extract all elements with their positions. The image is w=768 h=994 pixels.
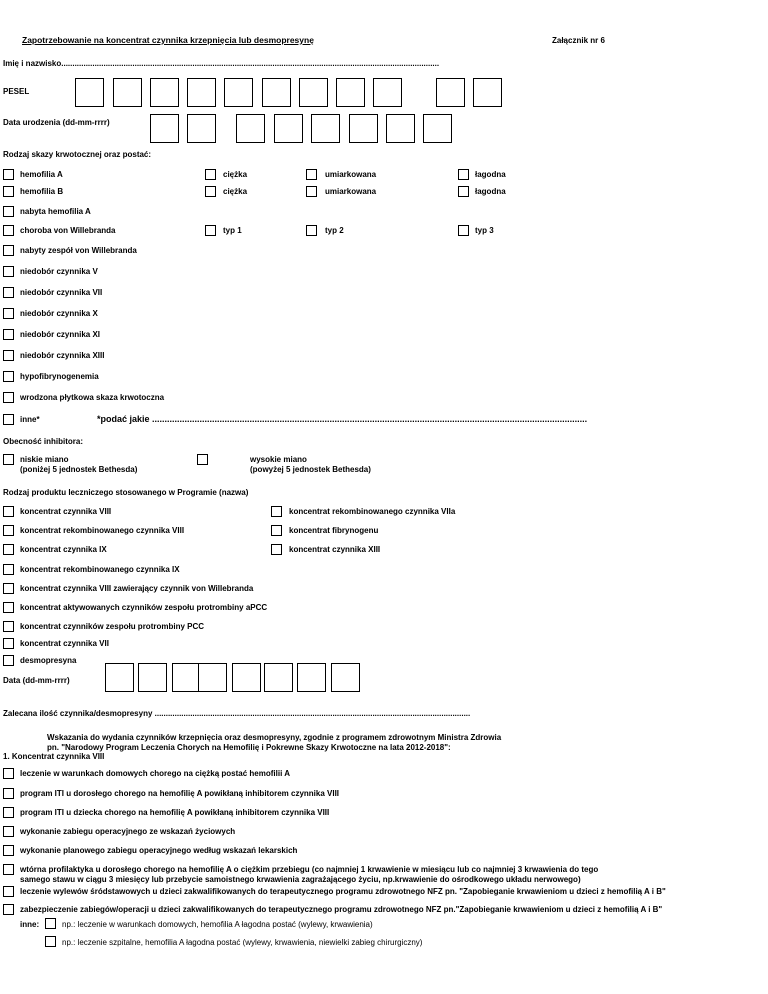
hemophilia-b-label: hemofilia B	[20, 187, 64, 196]
product-label: koncentrat czynnika VII	[20, 639, 109, 648]
hemophilia-a-mild-label: łagodna	[475, 170, 506, 179]
inhibitor-low-checkbox[interactable]	[3, 454, 14, 465]
dob-digit-box[interactable]	[423, 114, 452, 143]
indication-other-option: np.: leczenie szpitalne, hemofilia A łagodna postać (wylewy, krwawienia, niewielki zabieg chirurgiczny)	[62, 938, 423, 947]
product-checkbox[interactable]	[3, 525, 14, 536]
pesel-digit-box[interactable]	[299, 78, 328, 107]
product-label: desmopresyna	[20, 656, 77, 665]
indication-checkbox[interactable]	[3, 864, 14, 875]
product-checkbox[interactable]	[271, 544, 282, 555]
product-label: koncentrat czynnika IX	[20, 545, 107, 554]
inhibitor-heading: Obecność inhibitora:	[3, 437, 84, 446]
hemophilia-a-moderate-label: umiarkowana	[325, 170, 377, 179]
product-label: koncentrat czynnika VIII zawierający czynnik von Willebranda	[20, 584, 254, 593]
product-checkbox[interactable]	[3, 564, 14, 575]
vwd-type3-checkbox[interactable]	[458, 225, 469, 236]
hemophilia-b-mild-label: łagodna	[475, 187, 506, 196]
dose-field-label: Zalecana ilość czynnika/desmopresyny ..............................................................................................................................................	[3, 709, 471, 718]
disorder-checkbox[interactable]	[3, 287, 14, 298]
date-digit-box[interactable]	[232, 663, 261, 692]
disorder-checkbox[interactable]	[3, 329, 14, 340]
pesel-digit-box[interactable]	[436, 78, 465, 107]
disorder-checkbox[interactable]	[3, 245, 14, 256]
dob-digit-box[interactable]	[349, 114, 378, 143]
disorder-label: niedobór czynnika X	[20, 309, 98, 318]
disorder-label: niedobór czynnika XIII	[20, 351, 105, 360]
indication-checkbox[interactable]	[3, 904, 14, 915]
indication-other-label: inne:	[20, 920, 40, 929]
vwd-type1-label: typ 1	[223, 226, 242, 235]
product-label: koncentrat rekombinowanego czynnika VIIa	[289, 507, 456, 516]
product-checkbox[interactable]	[271, 506, 282, 517]
product-label: koncentrat czynnika VIII	[20, 507, 112, 516]
hemophilia-b-moderate-label: umiarkowana	[325, 187, 377, 196]
hemophilia-a-mild-checkbox[interactable]	[458, 169, 469, 180]
inhibitor-high-checkbox[interactable]	[197, 454, 208, 465]
other-disorder-checkbox[interactable]	[3, 414, 14, 425]
disorder-checkbox[interactable]	[3, 308, 14, 319]
indication-other-option: np.: leczenie w warunkach domowych, hemofilia A łagodna postać (wylewy, krwawienia)	[62, 920, 373, 929]
pesel-digit-box[interactable]	[336, 78, 365, 107]
date-digit-box[interactable]	[105, 663, 134, 692]
product-label: koncentrat aktywowanych czynników zespołu protrombiny aPCC	[20, 603, 268, 612]
product-checkbox[interactable]	[3, 506, 14, 517]
hemophilia-a-severe-label: ciężka	[223, 170, 248, 179]
indication-label: wykonanie zabiegu operacyjnego ze wskazań życiowych	[20, 827, 236, 836]
disorder-label: nabyty zespół von Willebranda	[20, 246, 137, 255]
hemophilia-b-checkbox[interactable]	[3, 186, 14, 197]
disorder-heading: Rodzaj skazy krwotocznej oraz postać:	[3, 150, 152, 159]
indication-label-continued: samego stawu w ciągu 3 miesięcy lub przebycie samoistnego krwawienia zagrażającego życiu, np.krwawienie do ośrodkowego układu nerwowego)	[20, 875, 581, 884]
date-digit-box[interactable]	[297, 663, 326, 692]
hemophilia-b-severe-label: ciężka	[223, 187, 248, 196]
indication-checkbox[interactable]	[3, 826, 14, 837]
attachment-number: Załącznik nr 6	[552, 36, 605, 45]
indications-intro-line2: pn. "Narodowy Program Leczenia Chorych na Hemofilię i Pokrewne Skazy Krwotoczne na lata 2012-2018":	[47, 743, 451, 752]
indication-label: leczenie w warunkach domowych chorego na ciężką postać hemofilii A	[20, 769, 290, 778]
page-title: Zapotrzebowanie na koncentrat czynnika krzepnięcia lub desmopresynę	[22, 35, 314, 45]
indication-label: wykonanie planowego zabiegu operacyjnego według wskazań lekarskich	[20, 846, 298, 855]
hemophilia-b-mild-checkbox[interactable]	[458, 186, 469, 197]
date-digit-box[interactable]	[198, 663, 227, 692]
pesel-digit-box[interactable]	[373, 78, 402, 107]
vwd-type3-label: typ 3	[475, 226, 494, 235]
indication-checkbox[interactable]	[3, 845, 14, 856]
product-heading: Rodzaj produktu leczniczego stosowanego w Programie (nazwa)	[3, 488, 249, 497]
hemophilia-b-severe-checkbox[interactable]	[205, 186, 216, 197]
other-disorder-specify-field[interactable]: *podać jakie ..............................................................................................................................................................................	[97, 414, 588, 424]
date-label: Data (dd-mm-rrrr)	[3, 676, 70, 685]
dob-digit-box[interactable]	[150, 114, 179, 143]
dob-digit-box[interactable]	[187, 114, 216, 143]
inhibitor-high-label: wysokie miano	[250, 455, 307, 464]
dob-label: Data urodzenia (dd-mm-rrrr)	[3, 118, 110, 127]
disorder-checkbox[interactable]	[3, 371, 14, 382]
product-label: koncentrat fibrynogenu	[289, 526, 379, 535]
acquired-hemophilia-a-label: nabyta hemofilia A	[20, 207, 91, 216]
von-willebrand-checkbox[interactable]	[3, 225, 14, 236]
indication-label: leczenie wylewów śródstawowych u dzieci zakwalifikowanych do terapeutycznego programu zdrowotnego NFZ pn. "Zapobieganie krwawieniom u dzieci z hemofilią A i B"	[20, 887, 666, 896]
pesel-digit-box[interactable]	[150, 78, 179, 107]
vwd-type2-label: typ 2	[325, 226, 344, 235]
product-label: koncentrat rekombinowanego czynnika VIII	[20, 526, 185, 535]
indication-label: program ITI u dorosłego chorego na hemofilię A powikłaną inhibitorem czynnika VIII	[20, 789, 340, 798]
hemophilia-a-label: hemofilia A	[20, 170, 63, 179]
hemophilia-a-moderate-checkbox[interactable]	[306, 169, 317, 180]
hemophilia-a-severe-checkbox[interactable]	[205, 169, 216, 180]
product-label: koncentrat czynników zespołu protrombiny PCC	[20, 622, 205, 631]
product-checkbox[interactable]	[271, 525, 282, 536]
indication-other-checkbox[interactable]	[45, 936, 56, 947]
pesel-digit-box[interactable]	[75, 78, 104, 107]
dob-digit-box[interactable]	[386, 114, 415, 143]
product-label: koncentrat rekombinowanego czynnika IX	[20, 565, 180, 574]
pesel-digit-box[interactable]	[113, 78, 142, 107]
name-field-label: Imię i nazwisko..........................................................................................................................................................................	[3, 59, 440, 68]
pesel-digit-box[interactable]	[473, 78, 502, 107]
date-digit-box[interactable]	[264, 663, 293, 692]
date-digit-box[interactable]	[172, 663, 201, 692]
indication-label: wtórna profilaktyka u dorosłego chorego na hemofilię A o ciężkim przebiegu (co najmniej 1 krwawienie w miesiącu lub co najmniej 3 krwawienia do tego	[20, 865, 599, 874]
hemophilia-a-checkbox[interactable]	[3, 169, 14, 180]
indications-heading: 1. Koncentrat czynnika VIII	[3, 752, 105, 761]
von-willebrand-label: choroba von Willebranda	[20, 226, 116, 235]
date-digit-box[interactable]	[331, 663, 360, 692]
acquired-hemophilia-a-checkbox[interactable]	[3, 206, 14, 217]
pesel-digit-box[interactable]	[262, 78, 291, 107]
indication-label: program ITI u dziecka chorego na hemofilię A powikłaną inhibitorem czynnika VIII	[20, 808, 330, 817]
dob-digit-box[interactable]	[274, 114, 303, 143]
inhibitor-low-detail: (poniżej 5 jednostek Bethesda)	[20, 465, 138, 474]
disorder-checkbox[interactable]	[3, 350, 14, 361]
disorder-label: niedobór czynnika V	[20, 267, 98, 276]
vwd-type1-checkbox[interactable]	[205, 225, 216, 236]
indication-checkbox[interactable]	[3, 886, 14, 897]
disorder-label: wrodzona płytkowa skaza krwotoczna	[20, 393, 165, 402]
product-checkbox[interactable]	[3, 621, 14, 632]
disorder-label: hypofibrynogenemia	[20, 372, 99, 381]
inhibitor-high-detail: (powyżej 5 jednostek Bethesda)	[250, 465, 371, 474]
date-digit-box[interactable]	[138, 663, 167, 692]
indication-checkbox[interactable]	[3, 788, 14, 799]
hemophilia-b-moderate-checkbox[interactable]	[306, 186, 317, 197]
indications-intro-line1: Wskazania do wydania czynników krzepnięcia oraz desmopresyny, zgodnie z programem zdrowotnym Ministra Zdrowia	[47, 733, 502, 742]
product-checkbox[interactable]	[3, 638, 14, 649]
vwd-type2-checkbox[interactable]	[306, 225, 317, 236]
indication-other-checkbox[interactable]	[45, 918, 56, 929]
product-checkbox[interactable]	[3, 583, 14, 594]
indication-checkbox[interactable]	[3, 807, 14, 818]
disorder-checkbox[interactable]	[3, 266, 14, 277]
disorder-label: niedobór czynnika VII	[20, 288, 103, 297]
other-disorder-label: inne*	[20, 415, 40, 424]
indication-checkbox[interactable]	[3, 768, 14, 779]
disorder-checkbox[interactable]	[3, 392, 14, 403]
inhibitor-low-label: niskie miano	[20, 455, 69, 464]
pesel-digit-box[interactable]	[187, 78, 216, 107]
disorder-label: niedobór czynnika XI	[20, 330, 101, 339]
product-label: koncentrat czynnika XIII	[289, 545, 381, 554]
indication-label: zabezpieczenie zabiegów/operacji u dzieci zakwalifikowanych do terapeutycznego programu zdrowotnego NFZ pn."Zapobieganie krwawieniom u dzieci z hemofilią A i B"	[20, 905, 663, 914]
product-checkbox[interactable]	[3, 655, 14, 666]
dob-digit-box[interactable]	[311, 114, 340, 143]
pesel-digit-box[interactable]	[224, 78, 253, 107]
product-checkbox[interactable]	[3, 544, 14, 555]
dob-digit-box[interactable]	[236, 114, 265, 143]
pesel-label: PESEL	[3, 87, 30, 96]
product-checkbox[interactable]	[3, 602, 14, 613]
